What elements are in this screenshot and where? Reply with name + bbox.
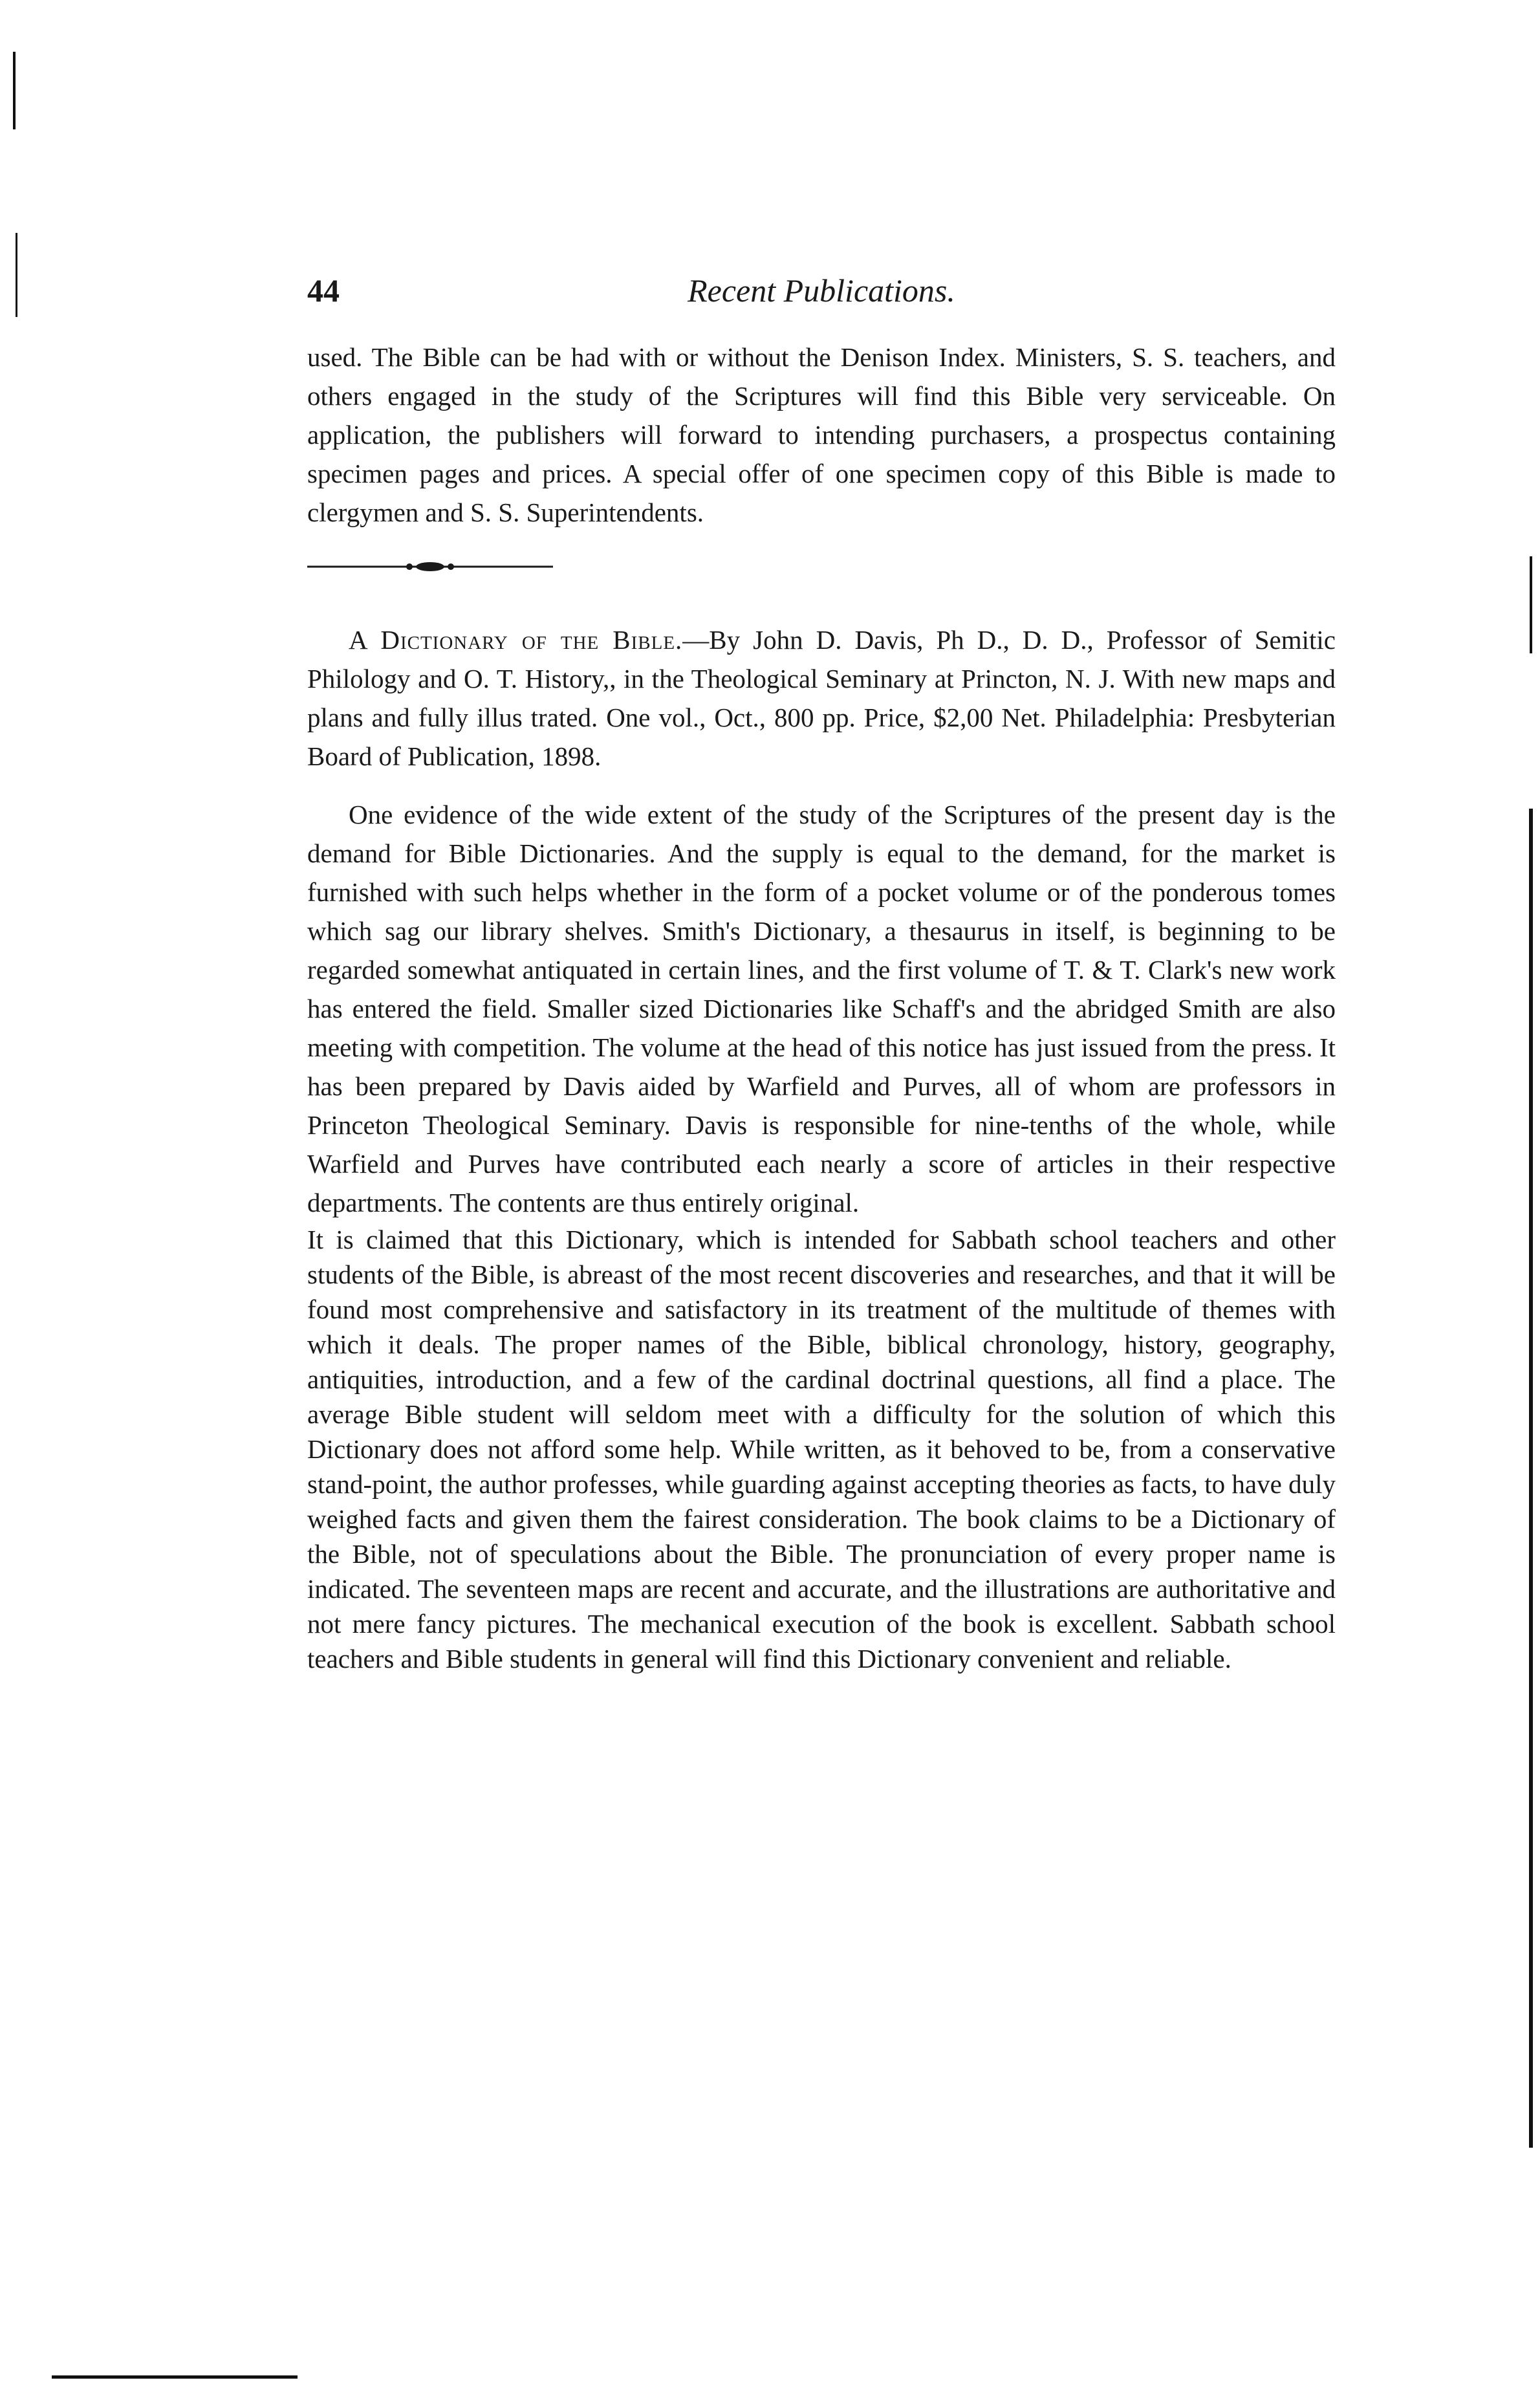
review-title: A Dictionary of the Bible. [349,625,683,655]
bottom-scan-edge-mark [52,2375,298,2379]
right-scan-edge-mark [1529,809,1533,2148]
review-body-paragraph-2: It is claimed that this Dictionary, which is intended for Sabbath school teachers and other students of the Bible, is abreast of the most recent discoveries and researches, and that it will be found most comprehensive and satisfactory in its treatment of the multitude of themes with which it deals. The proper names of the Bible, biblical chronology, history, geography, antiquities, introduction, and a few of the cardinal doctrinal questions, all find a place. The average Bible student will seldom meet with a difficulty for the solution of which this Dictionary does not afford some help. While written, as it behoved to be, from a conservative stand-point, the author professes, while guarding against accepting theories as facts, to have duly weighed facts and given them the fairest consideration. The book claims to be a Dictionary of the Bible, not of speculations about the Bible. The pronunciation of every proper name is indicated. The seventeen maps are recent and accurate, and the illustrations are authoritative and not mere fancy pictures. The mechanical execution of the book is excellent. Sabbath school teachers and Bible students in general will find this Dictionary convenient and reliable. [307,1225,1336,1674]
page [307,272,1336,1676]
page-number: 44 [307,272,340,309]
continuation-paragraph: used. The Bible can be had with or without the Denison Index. Ministers, S. S. teachers, and others engaged in the study of the Scriptures will find this Bible very serviceable. On application, the publishers will forward to intending purchasers, a prospectus containing specimen pages and prices. A special offer of one specimen copy of this Bible is made to clergymen and S. S. Superintendents. [307,342,1336,527]
section-divider-ornament [307,555,553,578]
page-header [307,272,1336,330]
left-scan-edge-mark [13,52,16,129]
review-body-paragraph-1: One evidence of the wide extent of the study of the Scriptures of the present day is the demand for Bible Dictionaries. And the supply is equal to the demand, for the market is furnished with such helps whether in the form of a pocket volume or of the ponderous tomes which sag our library shelves. Smith's Dictionary, a thesaurus in itself, is beginning to be regarded somewhat antiquated in certain lines, and the first volume of T. & T. Clark's new work has entered the field. Smaller sized Dictionaries like Schaff's and the abridged Smith are also meeting with competition. The volume at the head of this notice has just issued from the press. It has been prepared by Davis aided by Warfield and Purves, all of whom are professors in Princeton Theological Seminary. Davis is responsible for nine-tenths of the whole, while Warfield and Purves have contributed each nearly a score of articles in their respective departments. The contents are thus entirely original. [307,800,1336,1217]
left-scan-edge-mark [16,233,17,317]
running-title: Recent Publications. [688,272,955,309]
right-scan-edge-mark [1530,556,1532,653]
review-citation: —By John D. Davis, Ph D., D. D., Professor of Semitic Philology and O. T. History,, in the Theological Seminary at Princton, N. J. With new maps and plans and fully illus trated. One vol., Oct., 800 pp. Price, $2,00 Net. Philadelphia: Presbyterian Board of Publication, 1898. [307,625,1336,771]
review-heading-paragraph [307,620,1336,776]
